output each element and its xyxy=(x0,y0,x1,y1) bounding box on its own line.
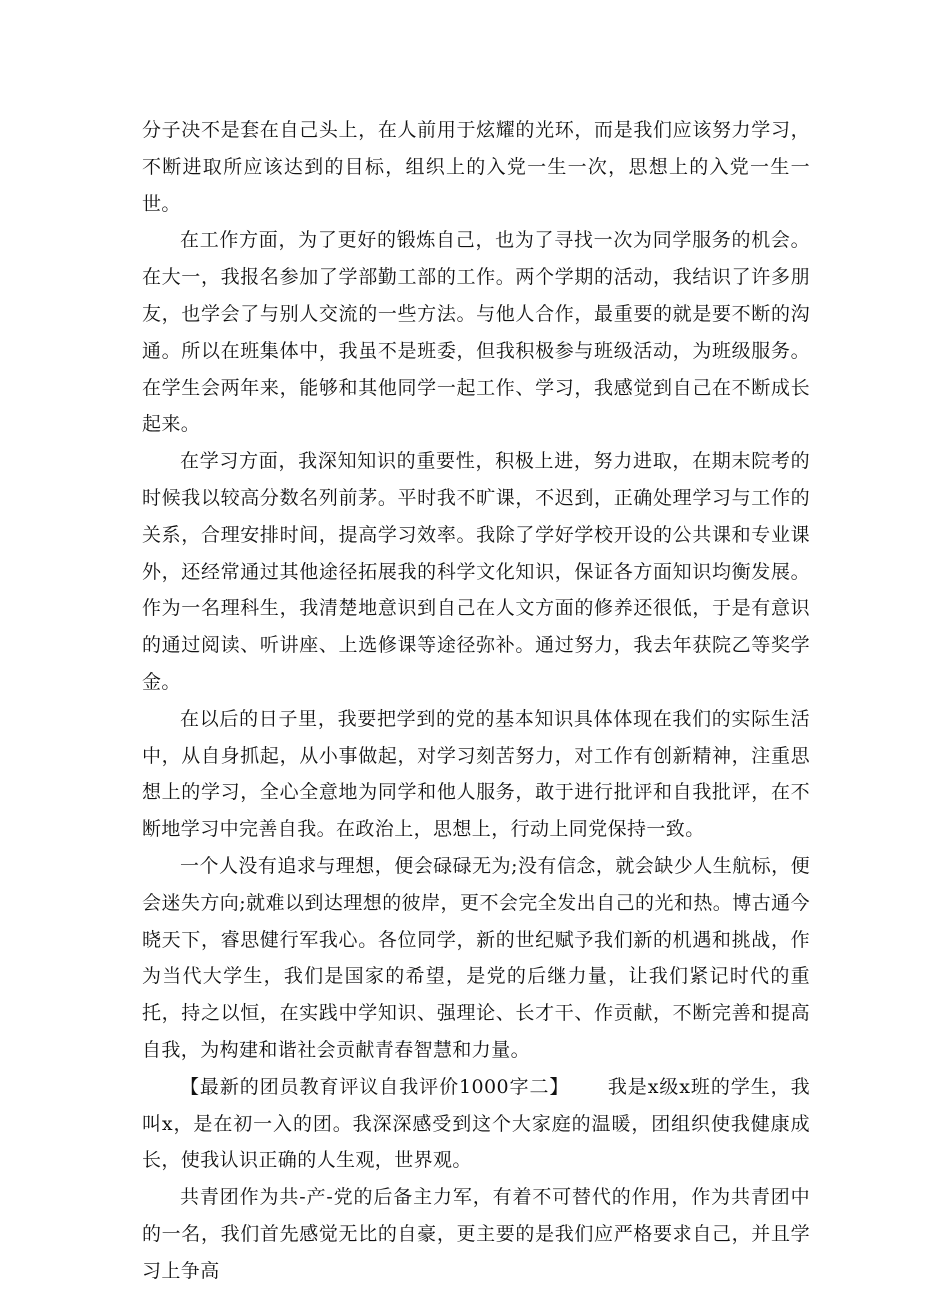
paragraph-4: 在以后的日子里，我要把学到的党的基本知识具体体现在我们的实际生活中，从自身抓起，从小事做起，对学习刻苦努力，对工作有创新精神，注重思想上的学习，全心全意地为同学和他人服务，敢于进行批评和自我批评，在不断地学习中完善自我。在政治上，思想上，行动上同党保持一致。 xyxy=(142,707,810,841)
paragraph-5: 一个人没有追求与理想，便会碌碌无为;没有信念，就会缺少人生航标，便会迷失方向;就难以到达理想的彼岸，更不会完全发出自己的光和热。博古通今晓天下，睿思健行军我心。各位同学，新的世纪赋予我们新的机遇和挑战，作为当代大学生，我们是国家的希望，是党的后继力量，让我们紧记时代的重托，持之以恒，在实践中学知识、强理论、长才干、作贡献，不断完善和提高自我，为构建和谐社会贡献青春智慧和力量。 xyxy=(142,854,810,1061)
paragraph-2: 在工作方面，为了更好的锻炼自己，也为了寻找一次为同学服务的机会。在大一，我报名参加了学部勤工部的工作。两个学期的活动，我结识了许多朋友，也学会了与别人交流的一些方法。与他人合作，最重要的就是要不断的沟通。所以在班集体中，我虽不是班委，但我积极参与班级活动，为班级服务。在学生会两年来，能够和其他同学一起工作、学习，我感觉到自己在不断成长起来。 xyxy=(142,229,810,436)
section-body: 我是x级x班的学生，我叫x，是在初一入的团。我深深感受到这个大家庭的温暖，团组织使我健康成长，使我认识正确的人生观，世界观。 xyxy=(142,1075,810,1172)
section-heading: 【最新的团员教育评议自我评价1000字二】 xyxy=(180,1075,570,1098)
paragraph-last: 共青团作为共-产-党的后备主力军，有着不可替代的作用，作为共青团中的一名，我们首先感觉无比的自豪，更主要的是我们应严格要求自己，并且学习上争高 xyxy=(142,1186,810,1282)
paragraph-1: 分子决不是套在自己头上，在人前用于炫耀的光环，而是我们应该努力学习，不断进取所应该达到的目标，组织上的入党一生一次，思想上的入党一生一世。 xyxy=(142,119,810,215)
paragraph-3: 在学习方面，我深知知识的重要性，积极上进，努力进取，在期末院考的时候我以较高分数名列前茅。平时我不旷课，不迟到，正确处理学习与工作的关系，合理安排时间，提高学习效率。我除了学好学校开设的公共课和专业课外，还经常通过其他途径拓展我的科学文化知识，保证各方面知识均衡发展。作为一名理科生，我清楚地意识到自己在人文方面的修养还很低，于是有意识的通过阅读、听讲座、上选修课等途径弥补。通过努力，我去年获院乙等奖学金。 xyxy=(142,450,810,693)
document-body xyxy=(142,112,810,1290)
section-paragraph xyxy=(142,1069,810,1179)
